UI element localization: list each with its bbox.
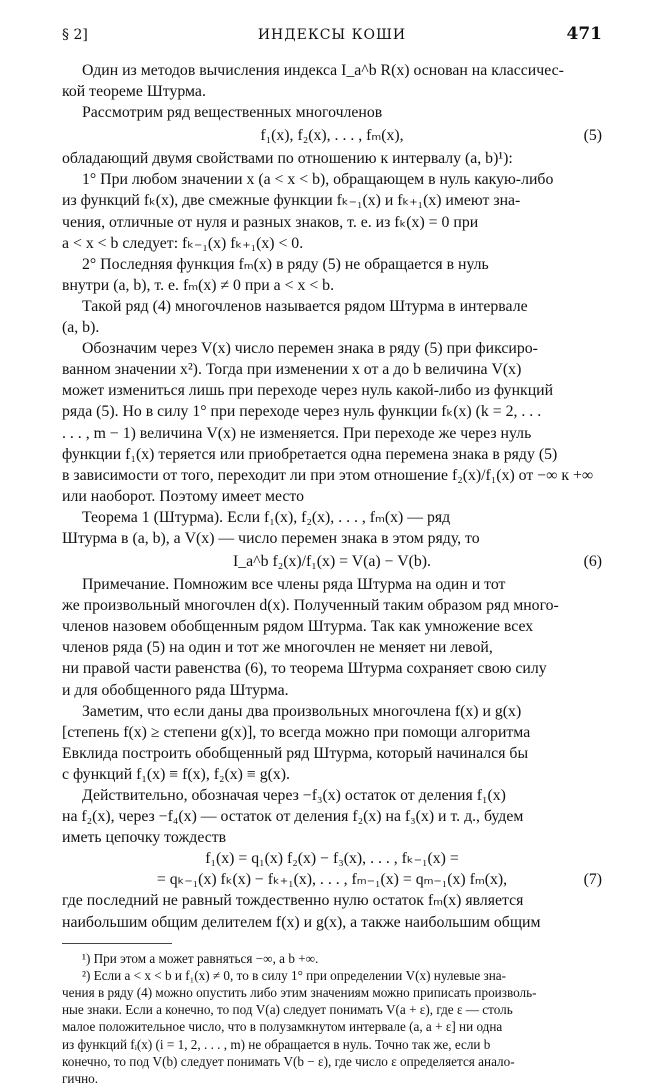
text-line: на f₂(x), через −f₄(x) — остаток от деления f₂(x) на f₃(x) и т. д., будем [62, 808, 524, 826]
footnote: ²) Если a < x < b и f₁(x) ≠ 0, то в силу 1° при определении V(x) нулевые зна- [82, 967, 507, 983]
equation-number: (7) [583, 871, 602, 889]
equation-7-line-2 [62, 869, 602, 890]
text-line: и для обобщенного ряда Штурма. [62, 681, 289, 699]
text-line: из функций fₖ(x), две смежные функции fₖ₋₁(x) и fₖ₊₁(x) имеют зна- [62, 192, 521, 210]
text-line: иметь цепочку тождеств [62, 829, 227, 847]
text-line: (a, b). [62, 319, 100, 337]
text-line: в зависимости от того, переходит ли при этом отношение f₂(x)/f₁(x) от −∞ к +∞ [62, 466, 594, 484]
text-line: кой теореме Штурма. [62, 83, 206, 101]
text-line: обладающий двумя свойствами по отношению к интервалу (a, b)¹): [62, 150, 513, 168]
text-line: членов ряда (5) на один и тот же многочлен не меняет ни левой, [62, 639, 493, 657]
equation-number: (5) [583, 127, 602, 145]
text-line: чения, отличные от нуля и разных знаков, т. е. из fₖ(x) = 0 при [62, 213, 479, 231]
text-line: с функций f₁(x) ≡ f(x), f₂(x) ≡ g(x). [62, 765, 290, 783]
text-line: Такой ряд (4) многочленов называется рядом Штурма в интервале [82, 297, 528, 315]
text-line: . . . , m − 1) величина V(x) не изменяется. При переходе же через нуль [62, 424, 532, 442]
text-line: Штурма в (a, b), а V(x) — число перемен знака в этом ряду, то [62, 529, 480, 547]
remark-heading: Примечание. Помножим все члены ряда Штурма на один и тот [82, 576, 506, 594]
equation-body: = qₖ₋₁(x) fₖ(x) − fₖ₊₁(x), . . . , fₘ₋₁(x) = qₘ₋₁(x) fₘ(x), [156, 871, 508, 889]
text-line: Действительно, обозначая через −f₃(x) остаток от деления f₁(x) [82, 787, 506, 804]
footnote-line: ные знаки. Если a конечно, то под V(a) следует понимать V(a + ε), где ε — столь [62, 1002, 513, 1018]
text-line: Заметим, что если даны два произвольных многочлена f(x) и g(x) [82, 702, 522, 720]
main-text [62, 60, 602, 1087]
text-line: [степень f(x) ≥ степени g(x)], то всегда можно при помощи алгоритма [62, 723, 531, 741]
text-line: Обозначим через V(x) число перемен знака в ряду (5) при фиксиро- [82, 340, 538, 358]
page-number: 471 [566, 24, 602, 44]
text-line: членов назовем обобщенным рядом Штурма. Так как умножение всех [62, 618, 534, 636]
equation-body: I_a^b f₂(x)/f₁(x) = V(a) − V(b). [233, 553, 431, 571]
equation-7-line-1 [62, 848, 602, 869]
chapter-title: ИНДЕКСЫ КОШИ [257, 27, 407, 43]
text-line: Евклида построить обобщенный ряд Штурма, который начинался бы [62, 744, 529, 762]
equation-number: (6) [583, 553, 602, 571]
equation-6 [62, 549, 602, 574]
text-line: или наоборот. Поэтому имеет место [62, 487, 304, 505]
equation-5 [62, 123, 602, 148]
footnote: ¹) При этом a может равняться −∞, a b +∞. [82, 950, 319, 966]
text-line: 1° При любом значении x (a < x < b), обращающем в нуль какую-либо [82, 171, 554, 189]
running-header [62, 24, 602, 48]
footnote-separator [62, 943, 172, 944]
equation-body: f₁(x) = q₁(x) f₂(x) − f₃(x), . . . , fₖ₋₁(x) = [205, 850, 459, 868]
text-line: наибольшим общим делителем f(x) и g(x), а также наибольшим общим [62, 913, 541, 931]
text-line: ряда (5). Но в силу 1° при переходе через нуль функции fₖ(x) (k = 2, . . . [62, 403, 542, 421]
text-line: ни правой части равенства (6), то теорема Штурма сохраняет свою силу [62, 660, 547, 678]
text-line: внутри (a, b), т. е. fₘ(x) ≠ 0 при a < x < b. [62, 276, 335, 294]
text-line: функции f₁(x) теряется или приобретается одна перемена знака в ряду (5) [62, 445, 558, 463]
text-line: ванном значении x²). Тогда при изменении x от a до b величина V(x) [62, 361, 522, 379]
text-line: же произвольный многочлен d(x). Полученный таким образом ряд много- [62, 597, 559, 615]
text-line: Один из методов вычисления индекса I_a^b R(x) основан на классичес- [82, 62, 564, 79]
text-line: где последний не равный тождественно нулю остаток fₘ(x) является [62, 892, 524, 910]
footnote-line: конечно, то под V(b) следует понимать V(b − ε), где число ε определяется анало- [62, 1053, 515, 1069]
footnote-line: малое положительное число, что в полузамкнутом интервале (a, a + ε] ни одна [62, 1019, 503, 1035]
footnote-line: гично. [62, 1070, 99, 1086]
theorem-heading: Теорема 1 (Штурма). Если f₁(x), f₂(x), . . . , fₘ(x) — ряд [82, 508, 451, 526]
equation-body: f₁(x), f₂(x), . . . , fₘ(x), [260, 127, 404, 145]
footnote-line: из функций fᵢ(x) (i = 1, 2, . . . , m) не обращается в нуль. Точно так же, если b [62, 1036, 491, 1052]
text-line: a < x < b следует: fₖ₋₁(x) fₖ₊₁(x) < 0. [62, 234, 304, 252]
footnote-line: чения в ряду (4) можно опустить либо этим значениям можно приписать произволь- [62, 985, 537, 1001]
section-marker: § 2] [62, 27, 88, 43]
text-line: Рассмотрим ряд вещественных многочленов [82, 104, 383, 122]
text-line: 2° Последняя функция fₘ(x) в ряду (5) не обращается в нуль [82, 255, 489, 273]
text-line: может измениться лишь при переходе через нуль какой-либо из функций [62, 382, 554, 400]
